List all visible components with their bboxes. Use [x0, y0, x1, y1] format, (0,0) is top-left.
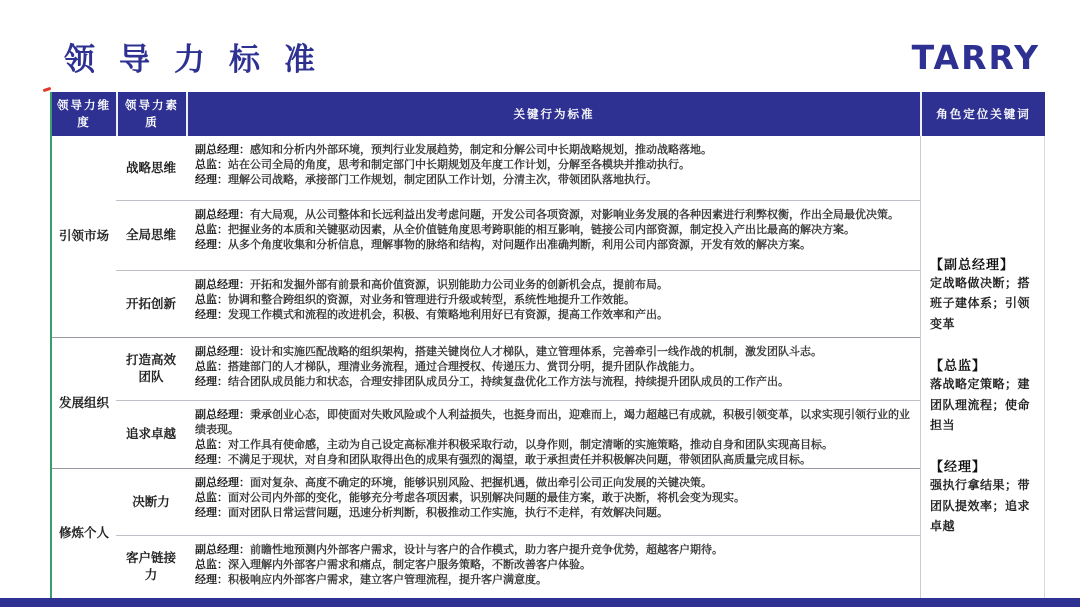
behavior-line [195, 374, 914, 389]
role-label: 总监： [195, 558, 228, 571]
behavior-line [195, 490, 914, 505]
behavior-cell-strategic-thinking [186, 136, 920, 200]
header-role-keywords: 角色定位关键词 [920, 92, 1045, 136]
dimension-cell-organization: 发展组织 [52, 337, 116, 468]
keyword-block-vice-president [930, 254, 1038, 334]
behavior-text: 秉承创业心态，即使面对失败风险或个人利益损失，也挺身而出，迎难而上，竭力超越已有成就，积极引领变革，以求实现引领行业的业绩表现。 [195, 408, 910, 436]
behavior-text: 面对团队日常运营问题，迅速分析判断，积极推动工作实施，执行不走样，有效解决问题。 [228, 506, 668, 519]
behavior-text: 理解公司战略，承接部门工作规划，制定团队工作计划，分清主次，带领团队落地执行。 [228, 173, 657, 186]
keyword-text: 落战略定策略；建团队理流程；使命担当 [930, 377, 1031, 432]
behavior-line [195, 222, 914, 237]
header-behavior: 关键行为标准 [186, 92, 920, 136]
role-label: 副总经理： [195, 345, 250, 358]
behavior-text: 站在公司全局的角度，思考和制定部门中长期规划及年度工作计划，分解至各模块并推动执行。 [228, 158, 690, 171]
behavior-cell-innovation [186, 270, 920, 337]
behavior-text: 结合团队成员能力和状态，合理安排团队成员分工，持续复盘优化工作方法与流程，持续提升团队成员的工作产出。 [228, 375, 789, 388]
header-quality: 领导力素质 [116, 92, 186, 136]
behavior-text: 前瞻性地预测内外部客户需求，设计与客户的合作模式，助力客户提升竞争优势，超越客户期待。 [250, 543, 723, 556]
behavior-text: 有大局观，从公司整体和长远利益出发考虑问题，开发公司各项资源，对影响业务发展的各种因素进行利弊权衡，作出全局最优决策。 [250, 208, 899, 221]
page-title: 领导力标准 [64, 42, 339, 78]
role-keywords-column [920, 136, 1045, 598]
behavior-line [195, 292, 914, 307]
behavior-line [195, 452, 914, 467]
keyword-block-manager [930, 456, 1038, 536]
keyword-role-label: 【经理】 [930, 460, 987, 476]
role-label: 经理： [195, 375, 228, 388]
header-dimension: 领导力维度 [57, 98, 111, 129]
behavior-text: 面对公司内外部的变化，能够充分考虑各项因素，识别解决问题的最佳方案，敢于决断，将机会变为现实。 [228, 491, 745, 504]
quality-cell-global-thinking: 全局思维 [116, 200, 186, 270]
behavior-line [195, 277, 914, 292]
role-label: 副总经理： [195, 408, 250, 421]
behavior-text: 搭建部门的人才梯队，理清业务流程，通过合理授权、传递压力、赏罚分明，提升团队作战能力。 [228, 360, 701, 373]
role-label: 总监： [195, 491, 228, 504]
behavior-text: 深入理解内外部客户需求和痛点，制定客户服务策略，不断改善客户体验。 [228, 558, 591, 571]
behavior-line [195, 572, 914, 587]
behavior-line [195, 359, 914, 374]
behavior-text: 感知和分析内外部环境，预判行业发展趋势，制定和分解公司中长期战略规划，推动战略落地。 [250, 143, 712, 156]
behavior-line [195, 407, 914, 437]
tarry-logo: TARRY [911, 38, 1040, 77]
behavior-line [195, 172, 914, 187]
role-label: 副总经理： [195, 476, 250, 489]
role-label: 总监： [195, 158, 228, 171]
keyword-role-label: 【副总经理】 [930, 258, 1015, 273]
quality-cell-excellence: 追求卓越 [116, 400, 186, 468]
role-label: 总监： [195, 293, 228, 306]
behavior-text: 从多个角度收集和分析信息，理解事物的脉络和结构，对问题作出准确判断，利用公司内部资源，开发有效的解决方案。 [228, 238, 811, 251]
behavior-line [195, 437, 914, 452]
behavior-line [195, 307, 914, 322]
behavior-line [195, 542, 914, 557]
role-label: 经理： [195, 573, 228, 586]
table-body [52, 136, 1045, 598]
behavior-cell-global-thinking [186, 200, 920, 270]
behavior-line [195, 344, 914, 359]
table-header-row [52, 92, 1045, 136]
role-label: 副总经理： [195, 543, 250, 556]
role-label: 经理： [195, 173, 228, 186]
behavior-text: 发现工作模式和流程的改进机会，积极、有策略地利用好已有资源，提高工作效率和产出。 [228, 308, 668, 321]
behavior-line [195, 207, 914, 222]
behavior-cell-decisiveness [186, 468, 920, 535]
role-label: 总监： [195, 360, 228, 373]
behavior-cell-team-building [186, 337, 920, 400]
behavior-line [195, 142, 914, 157]
behavior-text: 不满足于现状，对自身和团队取得出色的成果有强烈的渴望，敢于承担责任并积极解决问题，带领团队高质量完成目标。 [228, 453, 811, 466]
behavior-text: 面对复杂、高度不确定的环境，能够识别风险、把握机遇，做出牵引公司正向发展的关键决策。 [250, 476, 712, 489]
dimension-cell-personal: 修炼个人 [52, 468, 116, 598]
role-label: 总监： [195, 438, 228, 451]
behavior-text: 设计和实施匹配战略的组织架构，搭建关键岗位人才梯队，建立管理体系，完善牵引一线作战的机制，激发团队斗志。 [250, 345, 822, 358]
keyword-text: 定战略做决断；搭班子建体系；引领变革 [930, 276, 1031, 331]
behavior-line [195, 505, 914, 520]
quality-cell-innovation: 开拓创新 [116, 270, 186, 337]
role-label: 经理： [195, 506, 228, 519]
behavior-cell-excellence [186, 400, 920, 468]
quality-cell-decisiveness: 决断力 [116, 468, 186, 535]
behavior-cell-customer-connection [186, 535, 920, 598]
behavior-text: 开拓和发掘外部有前景和高价值资源，识别能助力公司业务的创新机会点，提前布局。 [250, 278, 668, 291]
leadership-standards-table [50, 92, 1045, 598]
behavior-text: 对工作具有使命感，主动为自己设定高标准并积极采取行动，以身作则，制定清晰的实施策略，推动自身和团队实现高目标。 [228, 438, 833, 451]
quality-cell-team-building: 打造高效团队 [116, 337, 186, 400]
keyword-block-director [930, 355, 1038, 435]
behavior-text: 积极响应内外部客户需求，建立客户管理流程，提升客户满意度。 [228, 573, 547, 586]
role-label: 副总经理： [195, 208, 250, 221]
role-label: 经理： [195, 308, 228, 321]
quality-cell-customer-connection: 客户链接力 [116, 535, 186, 598]
behavior-text: 把握业务的本质和关键驱动因素，从全价值链角度思考跨职能的相互影响，链接公司内部资源，制定投入产出比最高的解决方案。 [228, 223, 855, 236]
behavior-line [195, 557, 914, 572]
role-label: 副总经理： [195, 278, 250, 291]
role-label: 副总经理： [195, 143, 250, 156]
role-label: 总监： [195, 223, 228, 236]
behavior-line [195, 237, 914, 252]
keyword-text: 强执行拿结果；带团队提效率；追求卓越 [930, 478, 1031, 534]
role-label: 经理： [195, 453, 228, 466]
bottom-bar [0, 598, 1080, 607]
behavior-text: 协调和整合跨组织的资源，对业务和管理进行升级或转型，系统性地提升工作效能。 [228, 293, 635, 306]
role-label: 经理： [195, 238, 228, 251]
dimension-cell-market: 引领市场 [58, 228, 109, 244]
behavior-line [195, 157, 914, 172]
behavior-line [195, 475, 914, 490]
quality-cell-strategic-thinking: 战略思维 [125, 159, 176, 175]
keyword-role-label: 【总监】 [930, 359, 987, 375]
